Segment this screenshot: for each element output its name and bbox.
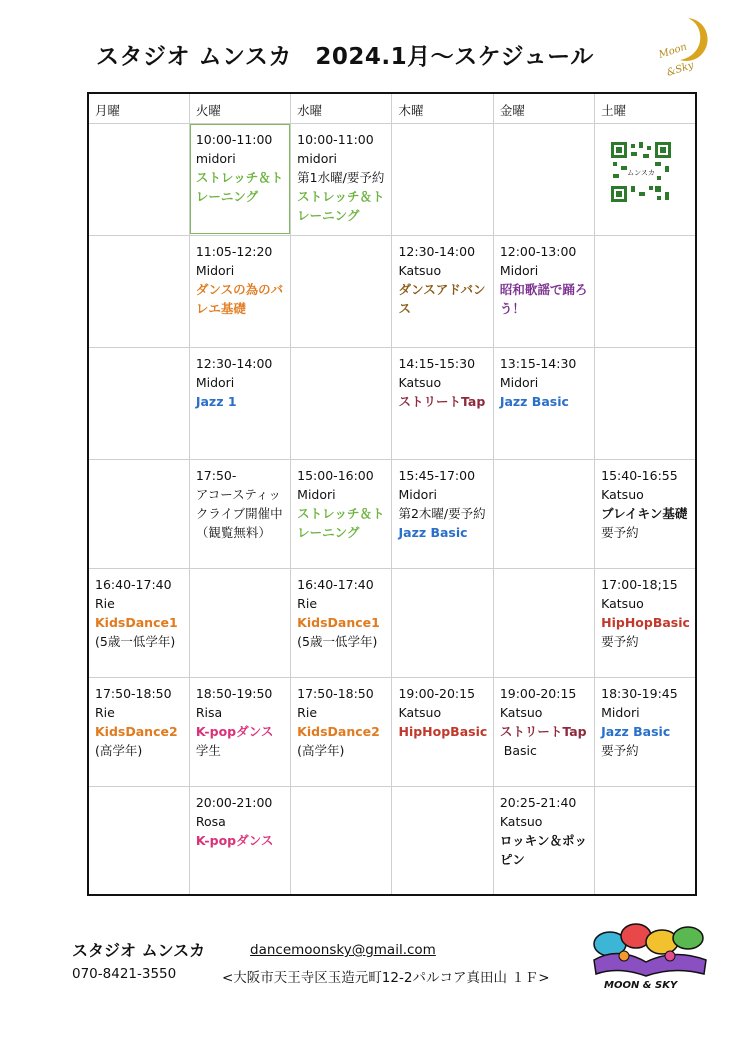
schedule-row	[88, 347, 696, 459]
class-time: 17:50-	[195, 467, 237, 483]
instructor-name: Rie	[95, 704, 115, 720]
instructor-name: Katsuo	[601, 486, 644, 502]
class-name: Jazz Basic	[601, 723, 671, 739]
empty-slot	[88, 786, 189, 895]
class-name: K-popダンス	[195, 832, 274, 848]
class-time: 14:15-15:30	[398, 355, 476, 371]
class-time: 20:25-21:40	[499, 794, 577, 810]
weekday-header: 水曜	[291, 93, 392, 123]
class-time: 20:00-21:00	[195, 794, 273, 810]
weekday-header: 火曜	[189, 93, 290, 123]
instructor-name: Katsuo	[398, 262, 442, 278]
empty-slot	[392, 568, 493, 677]
class-time: 13:15-14:30	[499, 355, 577, 371]
class-name: ダンスの為のバレエ基礎	[195, 281, 284, 316]
class-slot	[189, 235, 290, 347]
class-slot	[493, 677, 594, 786]
class-remark: (5歳一低学年)	[95, 633, 176, 649]
class-name: Jazz 1	[195, 393, 237, 409]
class-name: HipHopBasic	[398, 723, 488, 739]
footer-address: <大阪市天王寺区玉造元町12-2パルコア真田山 １Ｆ>	[222, 970, 550, 986]
class-time: 10:00-11:00	[195, 131, 273, 147]
class-name: Jazz Basic	[398, 524, 468, 540]
instructor-name: Katsuo	[601, 595, 644, 611]
event-note: （観覧無料）	[195, 524, 271, 540]
class-name: Jazz Basic	[499, 393, 569, 409]
class-name: ブレイキン基礎	[601, 505, 688, 521]
class-remark: (高学年)	[95, 742, 143, 758]
instructor-name: midori	[297, 150, 337, 166]
weekday-header: 土曜	[595, 93, 696, 123]
class-slot	[189, 677, 290, 786]
instructor-name: Katsuo	[398, 704, 442, 720]
class-time: 12:30-14:00	[195, 355, 273, 371]
schedule-row	[88, 235, 696, 347]
class-remark: 要予約	[601, 742, 639, 758]
instructor-name: Midori	[195, 262, 235, 278]
schedule-row	[88, 786, 696, 895]
footer-studio-name: スタジオ ムンスカ	[72, 941, 206, 960]
class-time: 10:00-11:00	[297, 131, 374, 147]
schedule-row	[88, 677, 696, 786]
class-name: ストレッチ＆トレーニング	[297, 505, 385, 540]
qr-code-icon[interactable]	[609, 140, 673, 204]
class-name: K-popダンス	[195, 723, 274, 739]
class-remark: Basic	[499, 742, 537, 758]
class-time: 15:00-16:00	[297, 467, 374, 483]
class-name: ストレッチ＆トレーニング	[195, 169, 284, 204]
moon-sky-logo	[650, 14, 720, 86]
event-note: アコースティックライブ開催中	[195, 486, 283, 521]
class-slot	[291, 459, 392, 568]
class-time: 18:50-19:50	[195, 685, 273, 701]
weekday-header: 木曜	[392, 93, 493, 123]
class-slot	[392, 347, 493, 459]
instructor-name: Midori	[499, 262, 539, 278]
class-slot	[189, 459, 290, 568]
empty-slot	[189, 568, 290, 677]
svg-text:&Sky: &Sky	[665, 59, 696, 79]
instructor-name: Rie	[297, 595, 318, 611]
class-time: 19:00-20:15	[398, 685, 476, 701]
instructor-name: Katsuo	[499, 813, 543, 829]
weekday-header-row	[88, 93, 696, 123]
empty-slot	[392, 123, 493, 235]
class-remark: (5歳一低学年)	[297, 633, 378, 649]
class-slot	[88, 677, 189, 786]
class-slot	[88, 568, 189, 677]
class-slot	[392, 459, 493, 568]
booking-note: 第1水曜/要予約	[297, 169, 385, 185]
instructor-name: Midori	[398, 486, 437, 502]
class-slot	[189, 123, 290, 235]
class-name: KidsDance1	[95, 614, 178, 630]
class-remark: 要予約	[601, 524, 639, 540]
class-name: KidsDance2	[297, 723, 380, 739]
class-slot	[291, 568, 392, 677]
class-slot	[392, 235, 493, 347]
class-time: 15:40-16:55	[601, 467, 678, 483]
instructor-name: Katsuo	[499, 704, 543, 720]
empty-slot	[291, 786, 392, 895]
class-time: 12:00-13:00	[499, 243, 577, 259]
empty-slot	[88, 459, 189, 568]
schedule-table	[87, 92, 697, 896]
class-slot	[189, 347, 290, 459]
class-slot	[493, 235, 594, 347]
schedule-row	[88, 568, 696, 677]
svg-text:Moon: Moon	[657, 41, 689, 61]
footer-phone: 070-8421-3550	[72, 966, 177, 982]
class-time: 18:30-19:45	[601, 685, 678, 701]
class-time: 19:00-20:15	[499, 685, 577, 701]
class-slot	[291, 123, 392, 235]
instructor-name: Rosa	[195, 813, 226, 829]
schedule-row	[88, 123, 696, 235]
class-time: 16:40-17:40	[297, 576, 374, 592]
svg-text:MOON & SKY: MOON & SKY	[604, 980, 678, 991]
class-name: 昭和歌謡で踊ろう！	[499, 281, 588, 316]
instructor-name: Risa	[195, 704, 223, 720]
class-name: ロッキン＆ポッピン	[499, 832, 587, 867]
empty-slot	[88, 235, 189, 347]
class-time: 11:05-12:20	[195, 243, 273, 259]
class-name: ストレッチ＆トレーニング	[297, 188, 385, 223]
instructor-name: Midori	[499, 374, 539, 390]
class-time: 17:50-18:50	[297, 685, 374, 701]
class-time: 17:50-18:50	[95, 685, 172, 701]
class-name: ダンスアドバンス	[398, 281, 486, 316]
class-name: KidsDance2	[95, 723, 178, 739]
empty-slot	[88, 123, 189, 235]
class-name: ストリートTap	[398, 393, 486, 409]
schedule-row	[88, 459, 696, 568]
empty-slot	[595, 235, 696, 347]
instructor-name: Rie	[95, 595, 115, 611]
class-slot	[595, 459, 696, 568]
weekday-header: 月曜	[88, 93, 189, 123]
class-name: ストリートTap	[499, 723, 587, 739]
class-remark: 要予約	[601, 633, 639, 649]
empty-slot	[493, 568, 594, 677]
class-slot	[493, 347, 594, 459]
class-slot	[392, 677, 493, 786]
instructor-name: Rie	[297, 704, 318, 720]
instructor-name: Katsuo	[398, 374, 442, 390]
page-title: スタジオ ムンスカ 2024.1月〜スケジュール	[96, 44, 594, 70]
class-time: 15:45-17:00	[398, 467, 476, 483]
empty-slot	[595, 786, 696, 895]
empty-slot	[595, 347, 696, 459]
moon-and-sky-dancers-logo	[588, 916, 710, 992]
class-name: HipHopBasic	[601, 614, 690, 630]
empty-slot	[291, 235, 392, 347]
empty-slot	[493, 123, 594, 235]
instructor-name: midori	[195, 150, 236, 166]
instructor-name: Midori	[195, 374, 235, 390]
class-remark: (高学年)	[297, 742, 345, 758]
instructor-name: Midori	[601, 704, 640, 720]
class-slot	[595, 677, 696, 786]
instructor-name: Midori	[297, 486, 336, 502]
weekday-header: 金曜	[493, 93, 594, 123]
class-remark: 学生	[195, 742, 221, 758]
class-slot	[291, 677, 392, 786]
footer-email-link[interactable]: dancemoonsky@gmail.com	[250, 942, 436, 958]
qr-code-cell	[595, 123, 696, 235]
class-slot	[189, 786, 290, 895]
class-time: 12:30-14:00	[398, 243, 476, 259]
class-name: KidsDance1	[297, 614, 380, 630]
booking-note: 第2木曜/要予約	[398, 505, 486, 521]
class-time: 17:00-18;15	[601, 576, 678, 592]
empty-slot	[493, 459, 594, 568]
qr-code-label: ムンスカ	[627, 168, 656, 177]
class-time: 16:40-17:40	[95, 576, 172, 592]
empty-slot	[291, 347, 392, 459]
empty-slot	[392, 786, 493, 895]
class-slot	[595, 568, 696, 677]
empty-slot	[88, 347, 189, 459]
class-slot	[493, 786, 594, 895]
